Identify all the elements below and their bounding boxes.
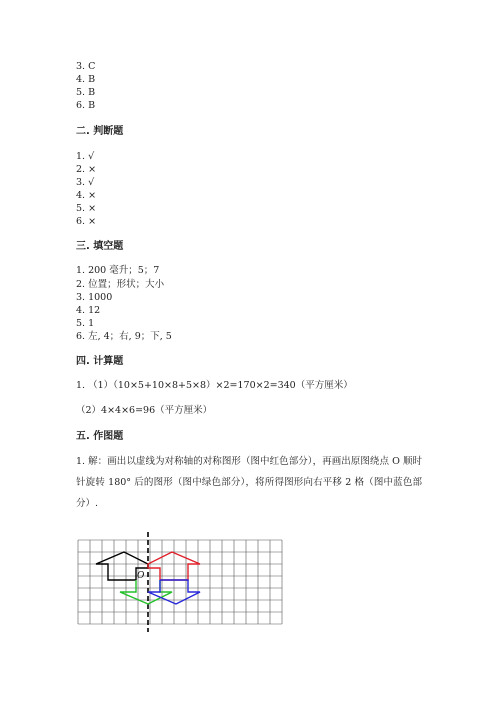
section-title-draw: 五. 作图题 [76, 431, 124, 442]
choice-answer: 5. B [76, 87, 96, 98]
fill-answer: 1. 200 毫升；5；7 [76, 265, 160, 276]
transformation-figure [76, 532, 288, 632]
judge-answer: 1. √ [76, 151, 95, 162]
judge-answer: 3. √ [76, 177, 95, 188]
fill-answer: 6. 左, 4；右, 9；下, 5 [76, 331, 172, 342]
judge-answer: 2. × [76, 164, 97, 175]
choice-answer: 4. B [76, 74, 96, 85]
point-o-label: O [137, 571, 145, 581]
section-title-judge: 二. 判断题 [76, 126, 124, 137]
grid [78, 540, 282, 624]
rotated-shape [120, 580, 172, 604]
judge-answer: 6. × [76, 216, 97, 227]
fill-answer: 2. 位置；形状；大小 [76, 279, 165, 290]
section-title-calc: 四. 计算题 [76, 356, 124, 367]
fill-answer: 5. 1 [76, 318, 95, 329]
fill-answer: 4. 12 [76, 305, 101, 316]
section-title-fill: 三. 填空题 [76, 241, 124, 252]
draw-explanation: 1. 解：画出以虚线为对称轴的对称图形（图中红色部分），再画出原图绕点 O 顺时针旋转 180° 后的图形（图中绿色部分），将所得图形向右平移 2 格（图中蓝色部分）. [76, 456, 422, 509]
calc-line: （2）4×4×6=96（平方厘米） [76, 405, 213, 416]
calc-line: 1. （1）（10×5+10×8+5×8）×2=170×2=340（平方厘米） [76, 380, 353, 391]
judge-answer: 4. × [76, 190, 97, 201]
judge-answer: 5. × [76, 203, 97, 214]
fill-answer: 3. 1000 [76, 292, 113, 303]
choice-answer: 6. B [76, 100, 96, 111]
choice-answer: 3. C [76, 61, 96, 72]
